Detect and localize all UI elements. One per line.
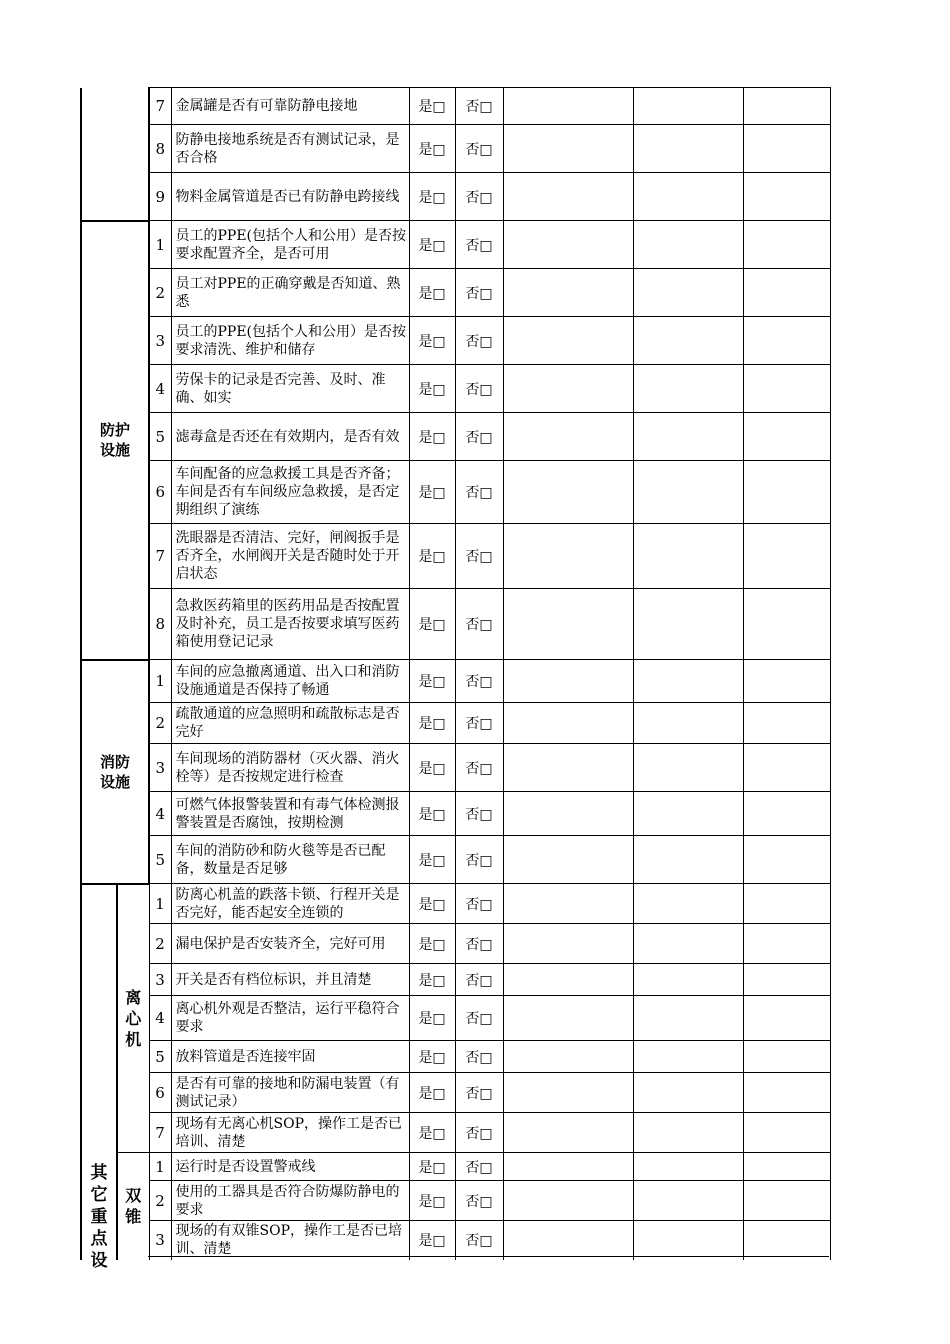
yes-checkbox[interactable]: 是□ [409,461,455,524]
item-number: 2 [149,1181,171,1221]
no-checkbox[interactable]: 否□ [455,1113,503,1153]
item-text: 车间现场的消防器材（灭火器、消火栓等）是否按规定进行检查 [171,744,409,792]
item-number: 7 [149,88,171,125]
blank-cell[interactable] [743,964,830,996]
table-row [81,365,830,413]
blank-cell[interactable] [743,1041,830,1073]
table-row [81,1221,830,1260]
table-row [81,269,830,317]
category-other [81,884,117,1271]
item-number: 1 [149,1153,171,1181]
blank-cell[interactable] [633,413,743,461]
no-checkbox[interactable]: 否□ [455,269,503,317]
blank-cell[interactable] [503,589,633,660]
subcategory-double-cone [117,1153,149,1260]
blank-cell[interactable] [743,88,830,125]
table-row [81,836,830,884]
blank-cell[interactable] [633,884,743,924]
no-checkbox[interactable]: 否□ [455,125,503,173]
yes-checkbox[interactable]: 是□ [409,996,455,1041]
item-text: 员工的PPE(包括个人和公用）是否按要求清洗、维护和储存 [171,317,409,365]
blank-cell[interactable] [633,744,743,792]
item-number: 6 [149,1073,171,1113]
item-number: 4 [149,365,171,413]
item-text: 放料管道是否连接牢固 [171,1041,409,1073]
table-row [81,703,830,744]
blank-cell[interactable] [503,1221,633,1260]
item-text: 洗眼器是否清洁、完好，闸阀扳手是否齐全，水闸阀开关是否随时处于开启状态 [171,524,409,589]
item-text: 滤毒盒是否还在有效期内，是否有效 [171,413,409,461]
item-number: 3 [149,317,171,365]
blank-cell[interactable] [633,1073,743,1113]
blank-cell[interactable] [743,1153,830,1181]
item-text: 劳保卡的记录是否完善、及时、准确、如实 [171,365,409,413]
inspection-sheet [80,87,829,1271]
no-checkbox[interactable]: 否□ [455,660,503,703]
table-row [81,125,830,173]
item-text: 车间的应急撤离通道、出入口和消防设施通道是否保持了畅通 [171,660,409,703]
blank-cell[interactable] [503,1041,633,1073]
item-text: 疏散通道的应急照明和疏散标志是否完好 [171,703,409,744]
yes-checkbox[interactable]: 是□ [409,836,455,884]
no-checkbox[interactable]: 否□ [455,1073,503,1113]
no-checkbox[interactable]: 否□ [455,792,503,836]
no-checkbox[interactable]: 否□ [455,221,503,269]
item-text: 是否有可靠的接地和防漏电装置（有测试记录） [171,1073,409,1113]
category-other-char: 设 [90,1250,108,1271]
item-text: 运行时是否设置警戒线 [171,1153,409,1181]
table-row [81,1153,830,1181]
yes-checkbox[interactable]: 是□ [409,1221,455,1260]
yes-checkbox[interactable]: 是□ [409,269,455,317]
item-number: 9 [149,173,171,221]
no-checkbox[interactable]: 否□ [455,924,503,964]
item-text: 员工对PPE的正确穿戴是否知道、熟悉 [171,269,409,317]
yes-checkbox[interactable]: 是□ [409,884,455,924]
blank-cell[interactable] [503,1181,633,1221]
blank-cell[interactable] [743,524,830,589]
blank-cell[interactable] [633,1041,743,1073]
blank-cell[interactable] [503,269,633,317]
no-checkbox[interactable]: 否□ [455,884,503,924]
blank-cell[interactable] [503,524,633,589]
blank-cell[interactable] [503,924,633,964]
blank-cell[interactable] [633,660,743,703]
yes-checkbox[interactable]: 是□ [409,744,455,792]
blank-cell[interactable] [633,365,743,413]
item-text: 员工的PPE(包括个人和公用）是否按要求配置齐全，是否可用 [171,221,409,269]
item-number: 8 [149,589,171,660]
no-checkbox[interactable]: 否□ [455,88,503,125]
no-checkbox[interactable]: 否□ [455,744,503,792]
blank-cell[interactable] [503,660,633,703]
table-row [81,173,830,221]
table-row [81,996,830,1041]
category-other-char: 重 [90,1206,108,1227]
blank-cell[interactable] [743,703,830,744]
yes-checkbox[interactable]: 是□ [409,365,455,413]
blank-cell[interactable] [743,269,830,317]
blank-cell[interactable] [503,792,633,836]
blank-cell[interactable] [743,221,830,269]
table-row [81,88,830,125]
yes-checkbox[interactable]: 是□ [409,173,455,221]
yes-checkbox[interactable]: 是□ [409,1153,455,1181]
blank-cell[interactable] [743,1073,830,1113]
table-row [81,744,830,792]
yes-checkbox[interactable]: 是□ [409,125,455,173]
blank-cell[interactable] [743,173,830,221]
table-row [81,221,830,269]
category-other-char: 点 [90,1228,108,1249]
item-number: 7 [149,1113,171,1153]
item-number: 3 [149,964,171,996]
blank-cell[interactable] [633,88,743,125]
item-number: 3 [149,744,171,792]
subcategory-char: 心 [125,1008,142,1028]
blank-cell[interactable] [633,269,743,317]
blank-cell[interactable] [743,884,830,924]
yes-checkbox[interactable]: 是□ [409,924,455,964]
blank-cell[interactable] [633,317,743,365]
item-number: 7 [149,524,171,589]
item-text: 离心机外观是否整洁，运行平稳符合要求 [171,996,409,1041]
blank-cell[interactable] [743,589,830,660]
no-checkbox[interactable]: 否□ [455,524,503,589]
no-checkbox[interactable]: 否□ [455,365,503,413]
blank-cell[interactable] [743,461,830,524]
yes-checkbox[interactable]: 是□ [409,792,455,836]
blank-cell[interactable] [633,589,743,660]
item-number: 4 [149,996,171,1041]
table-row [81,413,830,461]
blank-cell[interactable] [503,125,633,173]
yes-checkbox[interactable]: 是□ [409,413,455,461]
item-text: 车间配备的应急救援工具是否齐备；车间是否有车间级应急救援，是否定期组织了演练 [171,461,409,524]
no-checkbox[interactable]: 否□ [455,1221,503,1260]
table-row [81,1113,830,1153]
item-text: 开关是否有档位标识，并且清楚 [171,964,409,996]
blank-cell[interactable] [743,660,830,703]
yes-checkbox[interactable]: 是□ [409,317,455,365]
no-checkbox[interactable]: 否□ [455,413,503,461]
item-text: 使用的工器具是否符合防爆防静电的要求 [171,1181,409,1221]
blank-cell[interactable] [633,703,743,744]
item-number: 1 [149,221,171,269]
blank-cell[interactable] [743,792,830,836]
blank-cell[interactable] [633,524,743,589]
blank-cell[interactable] [503,461,633,524]
table-row [81,461,830,524]
no-checkbox[interactable]: 否□ [455,173,503,221]
category-cell-static [81,88,149,221]
blank-cell[interactable] [503,1153,633,1181]
item-text: 物料金属管道是否已有防静电跨接线 [171,173,409,221]
yes-checkbox[interactable]: 是□ [409,964,455,996]
blank-cell[interactable] [743,744,830,792]
table-row [81,792,830,836]
blank-cell[interactable] [633,964,743,996]
no-checkbox[interactable]: 否□ [455,461,503,524]
blank-cell[interactable] [503,1073,633,1113]
blank-cell[interactable] [503,173,633,221]
category-other-char: 其 [90,1162,108,1183]
blank-cell[interactable] [503,221,633,269]
table-row [81,1073,830,1113]
blank-cell[interactable] [633,173,743,221]
yes-checkbox[interactable]: 是□ [409,524,455,589]
table-row [81,1041,830,1073]
blank-cell[interactable] [503,703,633,744]
blank-cell[interactable] [503,996,633,1041]
blank-cell[interactable] [503,365,633,413]
blank-cell[interactable] [743,413,830,461]
yes-checkbox[interactable]: 是□ [409,1073,455,1113]
table-row [81,924,830,964]
blank-cell[interactable] [633,1221,743,1260]
yes-checkbox[interactable]: 是□ [409,1181,455,1221]
no-checkbox[interactable]: 否□ [455,1041,503,1073]
item-text: 现场有无离心机SOP，操作工是否已培训、清楚 [171,1113,409,1153]
item-number: 8 [149,125,171,173]
blank-cell[interactable] [743,1221,830,1260]
yes-checkbox[interactable]: 是□ [409,1041,455,1073]
subcategory-char: 锥 [125,1207,142,1227]
no-checkbox[interactable]: 否□ [455,703,503,744]
no-checkbox[interactable]: 否□ [455,1153,503,1181]
subcategory-char: 离 [125,987,142,1007]
blank-cell[interactable] [503,413,633,461]
yes-checkbox[interactable]: 是□ [409,88,455,125]
checklist-table [80,87,831,1271]
category-protection: 防护设施 [81,221,149,660]
blank-cell[interactable] [743,1113,830,1153]
item-text: 防静电接地系统是否有测试记录，是否合格 [171,125,409,173]
subcategory-char: 机 [125,1029,142,1049]
table-row [81,1181,830,1221]
item-number: 2 [149,269,171,317]
category-other-char: 它 [90,1184,108,1205]
item-text: 漏电保护是否安装齐全，完好可用 [171,924,409,964]
item-text: 急救医药箱里的医药用品是否按配置及时补充，员工是否按要求填写医药箱使用登记记录 [171,589,409,660]
yes-checkbox[interactable]: 是□ [409,589,455,660]
blank-cell[interactable] [743,924,830,964]
blank-cell[interactable] [503,1113,633,1153]
item-text: 车间的消防砂和防火毯等是否已配备，数量是否足够 [171,836,409,884]
blank-cell[interactable] [503,836,633,884]
blank-cell[interactable] [503,964,633,996]
item-number: 5 [149,836,171,884]
subcategory-centrifuge [117,884,149,1153]
blank-cell[interactable] [503,884,633,924]
no-checkbox[interactable]: 否□ [455,996,503,1041]
item-text: 可燃气体报警装置和有毒气体检测报警装置是否腐蚀，按期检测 [171,792,409,836]
table-row [81,660,830,703]
item-number: 6 [149,461,171,524]
item-text: 防离心机盖的跌落卡锁、行程开关是否完好，能否起安全连锁的 [171,884,409,924]
blank-cell[interactable] [743,365,830,413]
yes-checkbox[interactable]: 是□ [409,1113,455,1153]
table-row [81,589,830,660]
item-number: 1 [149,884,171,924]
item-number: 1 [149,660,171,703]
blank-cell[interactable] [503,744,633,792]
no-checkbox[interactable]: 否□ [455,317,503,365]
item-number: 2 [149,924,171,964]
table-row [81,964,830,996]
category-fire: 消防设施 [81,660,149,884]
blank-cell[interactable] [503,317,633,365]
blank-cell[interactable] [743,996,830,1041]
blank-cell[interactable] [633,924,743,964]
no-checkbox[interactable]: 否□ [455,836,503,884]
item-text: 现场的有双锥SOP，操作工是否已培训、清楚 [171,1221,409,1260]
blank-cell[interactable] [743,317,830,365]
blank-cell[interactable] [633,1153,743,1181]
blank-cell[interactable] [743,1181,830,1221]
blank-cell[interactable] [633,996,743,1041]
blank-cell[interactable] [743,125,830,173]
yes-checkbox[interactable]: 是□ [409,221,455,269]
item-text: 金属罐是否有可靠防静电接地 [171,88,409,125]
blank-cell[interactable] [633,1113,743,1153]
item-number: 4 [149,792,171,836]
blank-cell[interactable] [503,88,633,125]
table-row [81,524,830,589]
subcategory-char: 双 [125,1186,142,1206]
item-number: 5 [149,1041,171,1073]
yes-checkbox[interactable]: 是□ [409,703,455,744]
item-number: 2 [149,703,171,744]
item-number: 5 [149,413,171,461]
no-checkbox[interactable]: 否□ [455,964,503,996]
blank-cell[interactable] [633,221,743,269]
yes-checkbox[interactable]: 是□ [409,660,455,703]
blank-cell[interactable] [743,836,830,884]
no-checkbox[interactable]: 否□ [455,589,503,660]
blank-cell[interactable] [633,461,743,524]
table-row [81,884,830,924]
table-row [81,317,830,365]
blank-cell[interactable] [633,125,743,173]
blank-cell[interactable] [633,792,743,836]
blank-cell[interactable] [633,1181,743,1221]
item-number: 3 [149,1221,171,1260]
blank-cell[interactable] [633,836,743,884]
no-checkbox[interactable]: 否□ [455,1181,503,1221]
bottom-border [148,1256,829,1257]
